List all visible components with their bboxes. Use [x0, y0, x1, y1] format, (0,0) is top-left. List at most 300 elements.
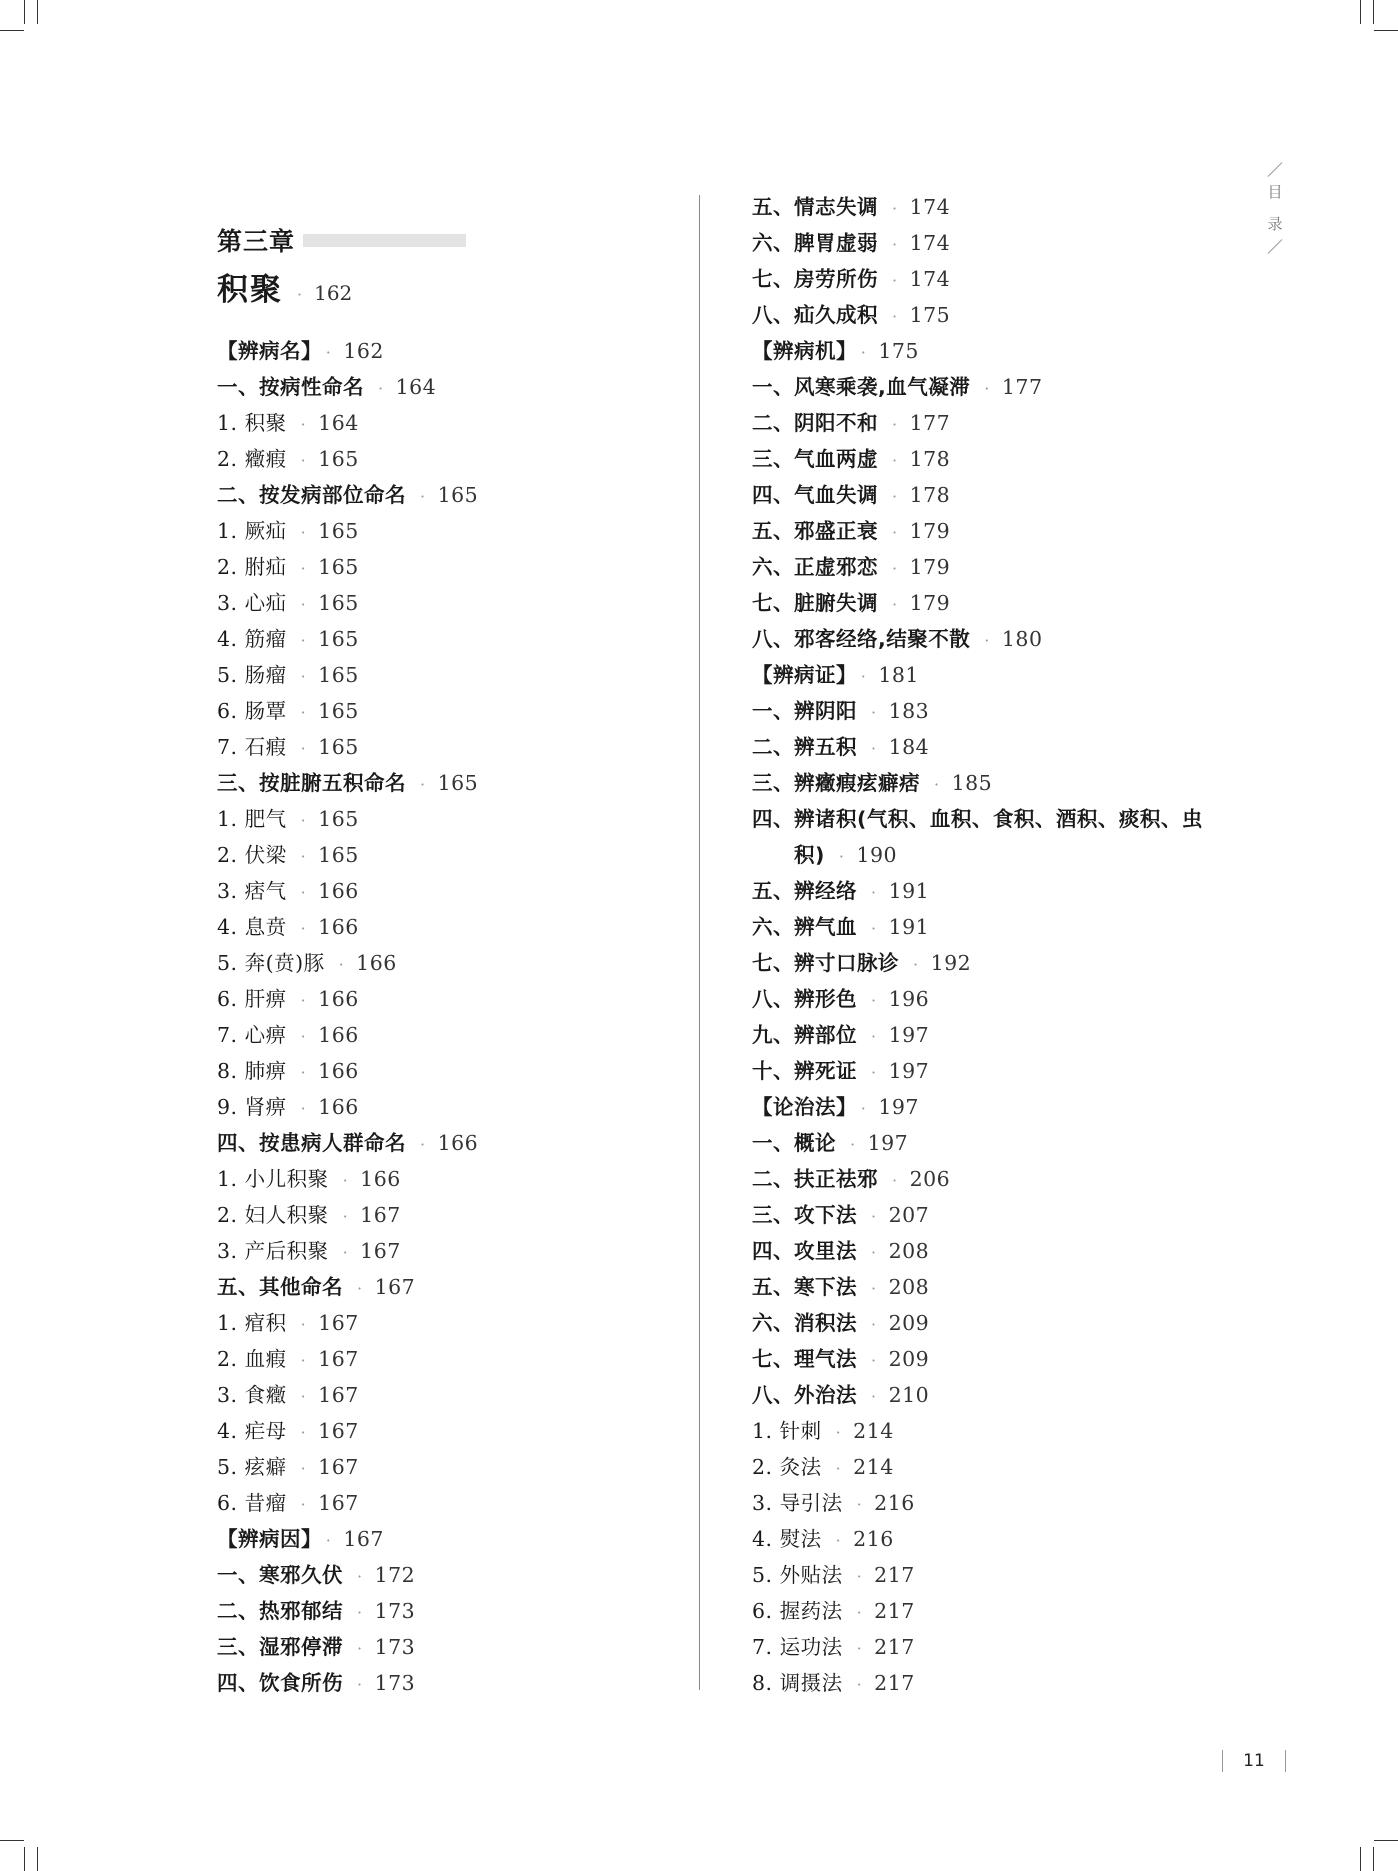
toc-entry — [752, 1557, 1203, 1593]
toc-entry-page: 179 — [909, 591, 951, 615]
leader-dot: · — [856, 1675, 863, 1694]
toc-entry-label: 十、辨死证 — [752, 1059, 857, 1083]
toc-entry-page: 210 — [888, 1383, 930, 1407]
leader-dot: · — [300, 739, 307, 758]
toc-entry-page: 206 — [909, 1167, 951, 1191]
chapter-bar — [303, 234, 466, 247]
toc-entry-page: 179 — [909, 555, 951, 579]
leader-dot: · — [300, 811, 307, 830]
chapter-page: 162 — [314, 281, 353, 305]
crop-mark — [1374, 30, 1398, 31]
toc-entry — [752, 1341, 1203, 1377]
toc-entry-label: 二、阴阳不和 — [752, 411, 878, 435]
toc-entry-label: 3. 痞气 — [217, 879, 287, 903]
toc-entry-page: 165 — [318, 591, 359, 615]
toc-entry-label: 2. 灸法 — [752, 1455, 822, 1479]
toc-entry — [752, 405, 1203, 441]
toc-entry-label: 【论治法】 — [752, 1095, 847, 1119]
leader-dot: · — [835, 1423, 842, 1442]
toc-entry-page: 167 — [360, 1239, 401, 1263]
toc-entry-label: 六、脾胃虚弱 — [752, 231, 878, 255]
toc-entry-page: 217 — [874, 1671, 915, 1695]
toc-entry-page: 209 — [888, 1347, 930, 1371]
toc-entry — [752, 765, 1203, 801]
toc-entry-page: 167 — [318, 1311, 359, 1335]
leader-dot: · — [871, 703, 877, 722]
toc-entry-page: 177 — [909, 411, 951, 435]
toc-entry-page: 162 — [343, 339, 384, 363]
toc-entry — [217, 1197, 478, 1233]
toc-entry — [752, 621, 1203, 657]
toc-entry-label: 1. 针刺 — [752, 1419, 822, 1443]
toc-entry — [752, 549, 1203, 585]
toc-entry — [217, 1161, 478, 1197]
toc-entry-page: 196 — [888, 987, 930, 1011]
toc-entry-label: 四、辨诸积(气积、血积、食积、酒积、痰积、虫 — [752, 807, 1203, 831]
toc-entry-label: 五、寒下法 — [752, 1275, 857, 1299]
leader-dot: · — [300, 847, 307, 866]
leader-dot: · — [300, 415, 307, 434]
toc-entry-page: 174 — [909, 267, 951, 291]
toc-entry — [752, 1125, 1203, 1161]
toc-entry — [217, 621, 478, 657]
leader-dot: · — [871, 1243, 877, 1262]
leader-dot: · — [300, 1459, 307, 1478]
toc-entry — [217, 657, 478, 693]
toc-entry-page: 165 — [318, 699, 359, 723]
toc-entry-label: 1. 厥疝 — [217, 519, 287, 543]
toc-entry — [217, 981, 478, 1017]
toc-entry — [217, 765, 478, 801]
leader-dot: · — [871, 739, 877, 758]
toc-entry — [752, 873, 1203, 909]
toc-entry — [752, 657, 1203, 693]
crop-mark — [37, 1847, 38, 1871]
toc-entry — [217, 873, 478, 909]
toc-entry-page: 173 — [374, 1599, 416, 1623]
toc-entry-label: 三、攻下法 — [752, 1203, 857, 1227]
toc-entry-page: 167 — [374, 1275, 416, 1299]
toc-entry — [752, 333, 1203, 369]
leader-dot: · — [300, 667, 307, 686]
toc-entry-page: 166 — [318, 1059, 359, 1083]
toc-entry-label: 三、湿邪停滞 — [217, 1635, 343, 1659]
toc-entry-page: 165 — [318, 807, 359, 831]
toc-entry-page: 166 — [318, 915, 359, 939]
toc-entry — [752, 801, 1203, 837]
toc-entry — [217, 1341, 478, 1377]
leader-dot: · — [892, 523, 898, 542]
toc-entry-page: 214 — [853, 1419, 894, 1443]
leader-dot: · — [850, 1135, 856, 1154]
toc-entry-page: 178 — [909, 447, 951, 471]
leader-dot: · — [892, 1171, 898, 1190]
leader-dot: · — [325, 1531, 332, 1550]
toc-entry — [752, 1377, 1203, 1413]
leader-dot: · — [892, 451, 898, 470]
toc-entry — [217, 1125, 478, 1161]
toc-entry — [752, 945, 1203, 981]
toc-entry-page: 167 — [318, 1455, 359, 1479]
leader-dot: · — [342, 1243, 349, 1262]
toc-entry — [752, 1665, 1203, 1701]
toc-entry-page: 166 — [360, 1167, 401, 1191]
toc-entry-label: 8. 肺痹 — [217, 1059, 287, 1083]
leader-dot: · — [856, 1639, 863, 1658]
leader-dot: · — [342, 1207, 349, 1226]
toc-entry-label: 【辨病证】 — [752, 663, 847, 687]
toc-entry-label: 2. 血瘕 — [217, 1347, 287, 1371]
leader-dot: · — [357, 1639, 363, 1658]
leader-dot: · — [300, 1099, 307, 1118]
toc-entry — [752, 729, 1203, 765]
leader-dot: · — [300, 883, 307, 902]
leader-dot: · — [835, 1459, 842, 1478]
chapter-title: 积聚 — [217, 272, 283, 308]
toc-entry — [217, 441, 478, 477]
leader-dot: · — [357, 1675, 363, 1694]
toc-entry-page: 165 — [318, 627, 359, 651]
leader-dot: · — [913, 955, 919, 974]
toc-entry-page: 166 — [318, 879, 359, 903]
leader-dot: · — [856, 1567, 863, 1586]
toc-entry — [217, 369, 478, 405]
toc-entry-page: 165 — [318, 663, 359, 687]
toc-entry-label: 六、正虚邪恋 — [752, 555, 878, 579]
toc-entry-page: 183 — [888, 699, 930, 723]
crop-mark — [1374, 1840, 1398, 1841]
toc-entry-label: 5. 肠瘤 — [217, 663, 287, 687]
leader-dot: · — [892, 271, 898, 290]
toc-entry-label: 6. 肝痹 — [217, 987, 287, 1011]
toc-entry — [217, 333, 478, 369]
crop-mark — [24, 1847, 25, 1871]
leader-dot: · — [297, 285, 303, 304]
toc-entry — [752, 1017, 1203, 1053]
crop-mark — [0, 1840, 24, 1841]
toc-entry-label: 3. 食癥 — [217, 1383, 287, 1407]
toc-entry-page: 175 — [909, 303, 951, 327]
leader-dot: · — [300, 1387, 307, 1406]
toc-entry — [752, 1629, 1203, 1665]
toc-entry — [752, 1305, 1203, 1341]
leader-dot: · — [871, 1279, 877, 1298]
leader-dot: · — [300, 523, 307, 542]
toc-entry-page: 184 — [888, 735, 930, 759]
toc-entry-label: 七、辨寸口脉诊 — [752, 951, 899, 975]
toc-entry-label: 八、外治法 — [752, 1383, 857, 1407]
toc-entry-label: 五、辨经络 — [752, 879, 857, 903]
leader-dot: · — [300, 1063, 307, 1082]
toc-entry-page: 164 — [318, 411, 359, 435]
toc-entry-label: 三、气血两虚 — [752, 447, 878, 471]
chapter-label: 第三章 — [217, 227, 296, 256]
toc-entry — [752, 1089, 1203, 1125]
leader-dot: · — [871, 1063, 877, 1082]
toc-entry — [217, 1305, 478, 1341]
toc-entry — [752, 837, 1203, 873]
column-divider — [699, 195, 700, 1690]
toc-entry-label: 一、辨阴阳 — [752, 699, 857, 723]
leader-dot: · — [856, 1603, 863, 1622]
leader-dot: · — [378, 379, 384, 398]
leader-dot: · — [892, 487, 898, 506]
toc-entry-page: 165 — [318, 555, 359, 579]
leader-dot: · — [300, 451, 307, 470]
toc-entry — [752, 1197, 1203, 1233]
leader-dot: · — [300, 1495, 307, 1514]
toc-entry-label: 5. 外贴法 — [752, 1563, 843, 1587]
toc-entry-label: 五、其他命名 — [217, 1275, 343, 1299]
toc-entry-page: 179 — [909, 519, 951, 543]
toc-entry-label: 5. 奔(贲)豚 — [217, 951, 325, 975]
toc-entry — [217, 1449, 478, 1485]
toc-entry-label: 四、攻里法 — [752, 1239, 857, 1263]
toc-entry-label: 2. 胕疝 — [217, 555, 287, 579]
toc-entry-page: 191 — [888, 879, 930, 903]
leader-dot: · — [300, 703, 307, 722]
toc-entry-label: 七、房劳所伤 — [752, 267, 878, 291]
toc-entry — [217, 549, 478, 585]
toc-entry — [752, 1161, 1203, 1197]
toc-entry-label: 4. 筋瘤 — [217, 627, 287, 651]
toc-entry-page: 166 — [437, 1131, 479, 1155]
toc-entry — [752, 981, 1203, 1017]
toc-entry-page: 191 — [888, 915, 930, 939]
leader-dot: · — [934, 775, 940, 794]
toc-entry-label: 2. 伏梁 — [217, 843, 287, 867]
toc-entry — [217, 1053, 478, 1089]
leader-dot: · — [860, 1099, 867, 1118]
leader-dot: · — [420, 487, 426, 506]
toc-entry-page: 216 — [853, 1527, 894, 1551]
toc-entry-label: 一、风寒乘袭,血气凝滞 — [752, 375, 971, 399]
toc-entry-page: 165 — [318, 843, 359, 867]
toc-entry-label: 3. 导引法 — [752, 1491, 843, 1515]
toc-entry — [752, 1593, 1203, 1629]
toc-entry-label: 八、邪客经络,结聚不散 — [752, 627, 971, 651]
toc-entry-page: 165 — [318, 519, 359, 543]
toc-entry — [217, 1017, 478, 1053]
toc-entry-page: 173 — [374, 1671, 416, 1695]
side-nav-char: 录 — [1267, 215, 1283, 233]
crop-mark — [1373, 0, 1374, 24]
toc-entry-page: 172 — [374, 1563, 416, 1587]
leader-dot: · — [420, 1135, 426, 1154]
toc-entry — [752, 477, 1203, 513]
toc-entry-label: 4. 息贲 — [217, 915, 287, 939]
leader-dot: · — [300, 991, 307, 1010]
toc-entry — [752, 297, 1203, 333]
toc-entry-label: 6. 肠覃 — [217, 699, 287, 723]
crop-mark — [0, 30, 24, 31]
toc-entry-label: 六、辨气血 — [752, 915, 857, 939]
leader-dot: · — [342, 1171, 349, 1190]
leader-dot: · — [300, 919, 307, 938]
toc-entry-label: 5. 痃癖 — [217, 1455, 287, 1479]
toc-entry-label: 2. 癥瘕 — [217, 447, 287, 471]
toc-entry-label: 6. 握药法 — [752, 1599, 843, 1623]
toc-entry-label: 3. 心疝 — [217, 591, 287, 615]
toc-entry — [217, 801, 478, 837]
toc-entry-page: 216 — [874, 1491, 915, 1515]
toc-entry — [752, 909, 1203, 945]
toc-entry-label: 二、热邪郁结 — [217, 1599, 343, 1623]
toc-entry-label: 二、扶正祛邪 — [752, 1167, 878, 1191]
toc-entry-label: 七、理气法 — [752, 1347, 857, 1371]
leader-dot: · — [860, 343, 867, 362]
leader-dot: · — [871, 1207, 877, 1226]
toc-entry — [752, 1521, 1203, 1557]
toc-entry-label: 1. 小儿积聚 — [217, 1167, 329, 1191]
leader-dot: · — [892, 415, 898, 434]
toc-entry — [752, 1449, 1203, 1485]
leader-dot: · — [838, 847, 845, 866]
crop-mark — [1373, 1847, 1374, 1871]
leader-dot: · — [835, 1531, 842, 1550]
toc-entry-label: 三、按脏腑五积命名 — [217, 771, 406, 795]
leader-dot: · — [300, 1315, 307, 1334]
leader-dot: · — [860, 667, 867, 686]
toc-entry — [217, 1233, 478, 1269]
toc-entry-label: 8. 调摄法 — [752, 1671, 843, 1695]
toc-entry-page: 217 — [874, 1563, 915, 1587]
toc-entry — [752, 1269, 1203, 1305]
toc-entry — [217, 585, 478, 621]
toc-entry-page: 173 — [374, 1635, 416, 1659]
leader-dot: · — [357, 1567, 363, 1586]
toc-entry-label: 7. 运功法 — [752, 1635, 843, 1659]
toc-entry-label: 四、气血失调 — [752, 483, 878, 507]
toc-entry-label: 五、邪盛正衰 — [752, 519, 878, 543]
toc-entry — [217, 1521, 478, 1557]
leader-dot: · — [871, 883, 877, 902]
leader-dot: · — [871, 1027, 877, 1046]
toc-entry — [752, 189, 1203, 225]
toc-entry-page: 217 — [874, 1599, 915, 1623]
toc-entry — [217, 1089, 478, 1125]
toc-entry — [217, 1377, 478, 1413]
toc-entry-label: 六、消积法 — [752, 1311, 857, 1335]
toc-entry-page: 185 — [951, 771, 993, 795]
toc-entry — [752, 585, 1203, 621]
toc-entry-label: 四、饮食所伤 — [217, 1671, 343, 1695]
toc-entry — [217, 1629, 478, 1665]
toc-entry-label: 9. 肾痹 — [217, 1095, 287, 1119]
side-nav-char: 目 — [1267, 183, 1283, 201]
leader-dot: · — [871, 1315, 877, 1334]
leader-dot: · — [892, 307, 898, 326]
toc-entry — [217, 945, 478, 981]
toc-entry-page: 180 — [1001, 627, 1043, 651]
toc-right-column — [752, 189, 1203, 1701]
toc-entry-label: 7. 石瘕 — [217, 735, 287, 759]
toc-entry-page: 167 — [343, 1527, 384, 1551]
toc-entry-page: 166 — [318, 1095, 359, 1119]
toc-entry-page: 165 — [318, 447, 359, 471]
divider — [1268, 239, 1283, 254]
toc-entry-page: 192 — [930, 951, 972, 975]
side-nav-tab — [1262, 163, 1288, 253]
leader-dot: · — [300, 1027, 307, 1046]
toc-entry — [752, 693, 1203, 729]
toc-entry-label: 一、寒邪久伏 — [217, 1563, 343, 1587]
toc-entry — [217, 1485, 478, 1521]
toc-entry — [217, 909, 478, 945]
leader-dot: · — [300, 595, 307, 614]
toc-entry-label: 一、概论 — [752, 1131, 836, 1155]
toc-entry-label: 1. 肥气 — [217, 807, 287, 831]
toc-entry — [752, 513, 1203, 549]
toc-entry-page: 165 — [437, 483, 479, 507]
toc-entry-label: 1. 积聚 — [217, 411, 287, 435]
toc-entry — [217, 477, 478, 513]
leader-dot: · — [856, 1495, 863, 1514]
toc-entry-label: 一、按病性命名 — [217, 375, 364, 399]
leader-dot: · — [300, 1351, 307, 1370]
toc-entry — [752, 1485, 1203, 1521]
toc-entry-page: 167 — [318, 1419, 359, 1443]
toc-entry — [217, 693, 478, 729]
toc-entry-page: 217 — [874, 1635, 915, 1659]
toc-entry-page: 166 — [356, 951, 397, 975]
leader-dot: · — [420, 775, 426, 794]
toc-entry-label: 6. 昔瘤 — [217, 1491, 287, 1515]
toc-entry — [217, 1665, 478, 1701]
toc-entry — [217, 1593, 478, 1629]
leader-dot: · — [871, 1351, 877, 1370]
crop-mark — [37, 0, 38, 24]
toc-entry-page: 165 — [437, 771, 479, 795]
toc-entry-label: 3. 产后积聚 — [217, 1239, 329, 1263]
page-number: 11 — [1222, 1750, 1286, 1772]
toc-entry-label: 2. 妇人积聚 — [217, 1203, 329, 1227]
toc-entry-label: 二、按发病部位命名 — [217, 483, 406, 507]
toc-entry-page: 207 — [888, 1203, 930, 1227]
toc-entry-label: 【辨病因】 — [217, 1527, 312, 1551]
toc-entry-page: 190 — [856, 843, 898, 867]
toc-entry — [217, 1413, 478, 1449]
toc-entry — [752, 225, 1203, 261]
toc-entry-label: 四、按患病人群命名 — [217, 1131, 406, 1155]
leader-dot: · — [871, 991, 877, 1010]
leader-dot: · — [892, 595, 898, 614]
toc-entry-label: 九、辨部位 — [752, 1023, 857, 1047]
crop-mark — [1360, 0, 1361, 24]
toc-entry — [217, 1557, 478, 1593]
toc-entry-page: 167 — [318, 1383, 359, 1407]
toc-entry-label: 积) — [794, 843, 825, 867]
leader-dot: · — [300, 1423, 307, 1442]
toc-entry-page: 208 — [888, 1239, 930, 1263]
toc-entry-page: 167 — [360, 1203, 401, 1227]
toc-entry-page: 165 — [318, 735, 359, 759]
toc-entry-page: 174 — [909, 231, 951, 255]
divider — [1268, 162, 1283, 177]
toc-entry-page: 197 — [888, 1059, 930, 1083]
toc-entry-label: 1. 痯积 — [217, 1311, 287, 1335]
toc-entry-label: 三、辨癥瘕痃癖痞 — [752, 771, 920, 795]
toc-entry — [217, 405, 478, 441]
toc-entry-page: 164 — [395, 375, 437, 399]
toc-entry-page: 197 — [867, 1131, 909, 1155]
toc-entry-page: 166 — [318, 987, 359, 1011]
leader-dot: · — [357, 1279, 363, 1298]
toc-entry — [752, 441, 1203, 477]
toc-entry-label: 4. 疟母 — [217, 1419, 287, 1443]
leader-dot: · — [325, 343, 332, 362]
toc-entry — [752, 1053, 1203, 1089]
